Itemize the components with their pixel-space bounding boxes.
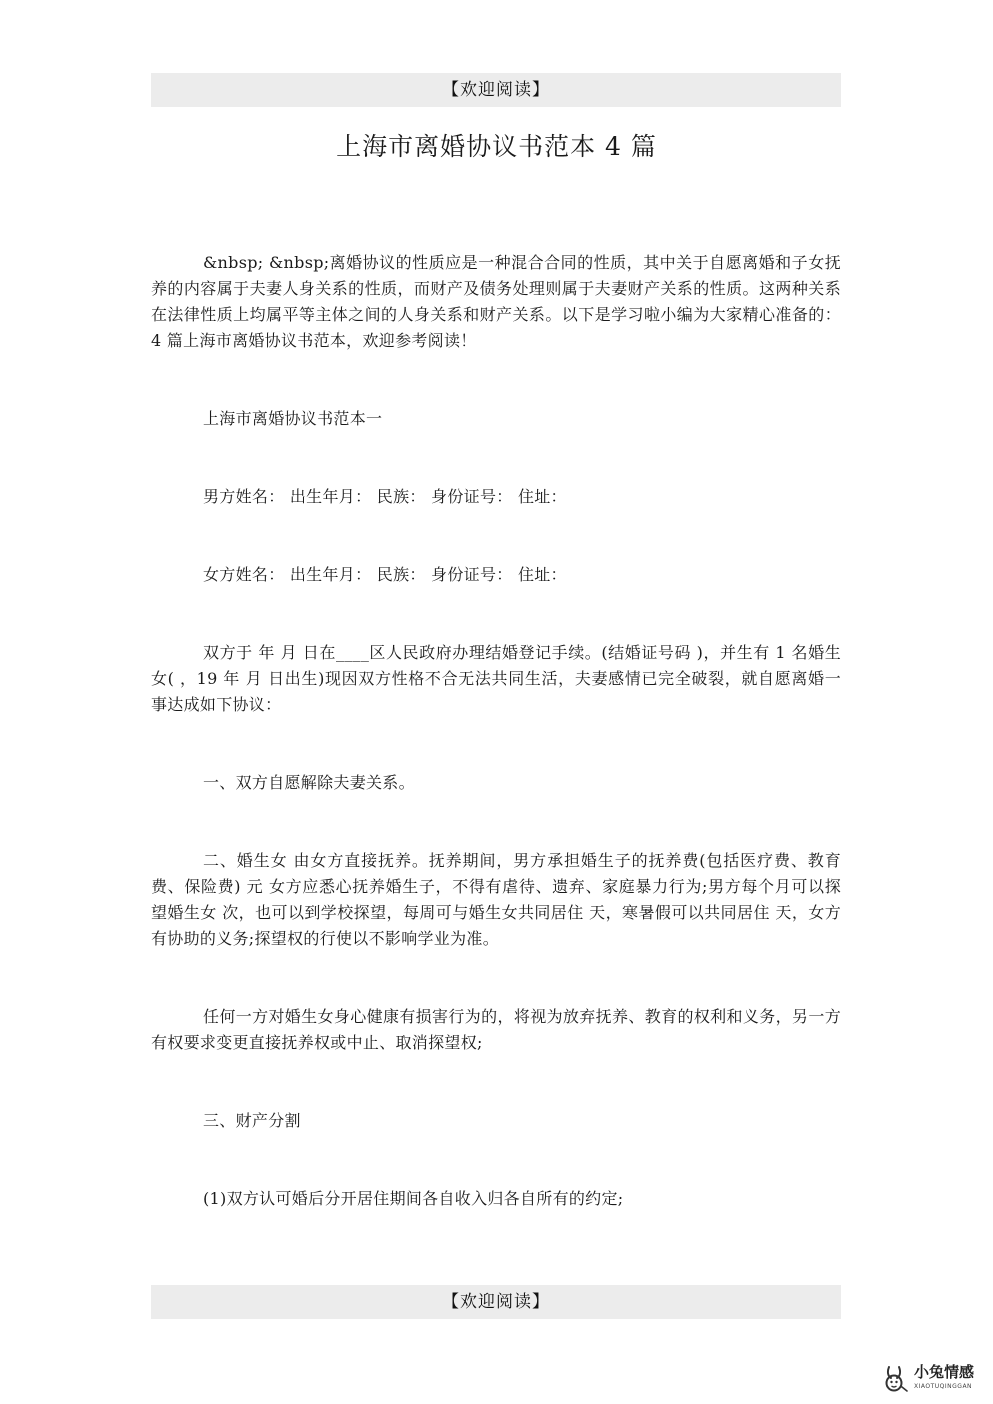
clause-one: 一、双方自愿解除夫妻关系。 [203, 773, 415, 792]
male-info-line: 男方姓名： 出生年月： 民族： 身份证号： 住址： [203, 487, 567, 506]
rabbit-logo-icon [880, 1364, 910, 1394]
clause-two: 二、婚生女 由女方直接抚养。抚养期间，男方承担婚生子的抚养费(包括医疗费、教育费、保险费) 元 女方应悉心抚养婚生子，不得有虐待、遗弃、家庭暴力行为;男方每个月可以探望婚生女 次，也可以到学校探望，每周可与婚生女共同居住 天，寒暑假可以共同居住 天，女方有协助的义务;探望权的行使以不影响学业为准。 [151, 851, 841, 948]
section-heading-one: 上海市离婚协议书范本一 [203, 409, 383, 428]
harm-clause: 任何一方对婚生女身心健康有损害行为的，将视为放弃抚养、教育的权利和义务，另一方有权要求变更直接抚养权或中止、取消探望权; [151, 1007, 841, 1052]
watermark-name: 小兔情感 [914, 1363, 975, 1381]
clause-three-sub-one: (1)双方认可婚后分开居住期间各自收入归各自所有的约定; [203, 1189, 624, 1208]
marriage-paragraph: 双方于 年 月 日在____区人民政府办理结婚登记手续。(结婚证号码 )，并生有 1 名婚生女( ，19 年 月 日出生)现因双方性格不合无法共同生活，夫妻感情已完全破裂，就自愿离婚一事达成如下协议： [151, 643, 841, 714]
bottom-banner: 【欢迎阅读】 [151, 1285, 841, 1319]
intro-paragraph: &nbsp; &nbsp;离婚协议的性质应是一种混合合同的性质，其中关于自愿离婚和子女抚养的内容属于夫妻人身关系的性质，而财产及债务处理则属于夫妻财产关系的性质。这两种关系在法律性质上均属平等主体之间的人身关系和财产关系。以下是学习啦小编为大家精心准备的：4 篇上海市离婚协议书范本，欢迎参考阅读！ [151, 253, 841, 350]
female-info-line: 女方姓名： 出生年月： 民族： 身份证号： 住址： [203, 565, 567, 584]
document-title: 上海市离婚协议书范本 4 篇 [336, 132, 657, 161]
clause-three: 三、财产分割 [203, 1111, 301, 1130]
top-banner: 【欢迎阅读】 [151, 73, 841, 107]
site-watermark [880, 1362, 986, 1396]
watermark-subtext: XIAOTUQINGGAN [914, 1383, 973, 1390]
